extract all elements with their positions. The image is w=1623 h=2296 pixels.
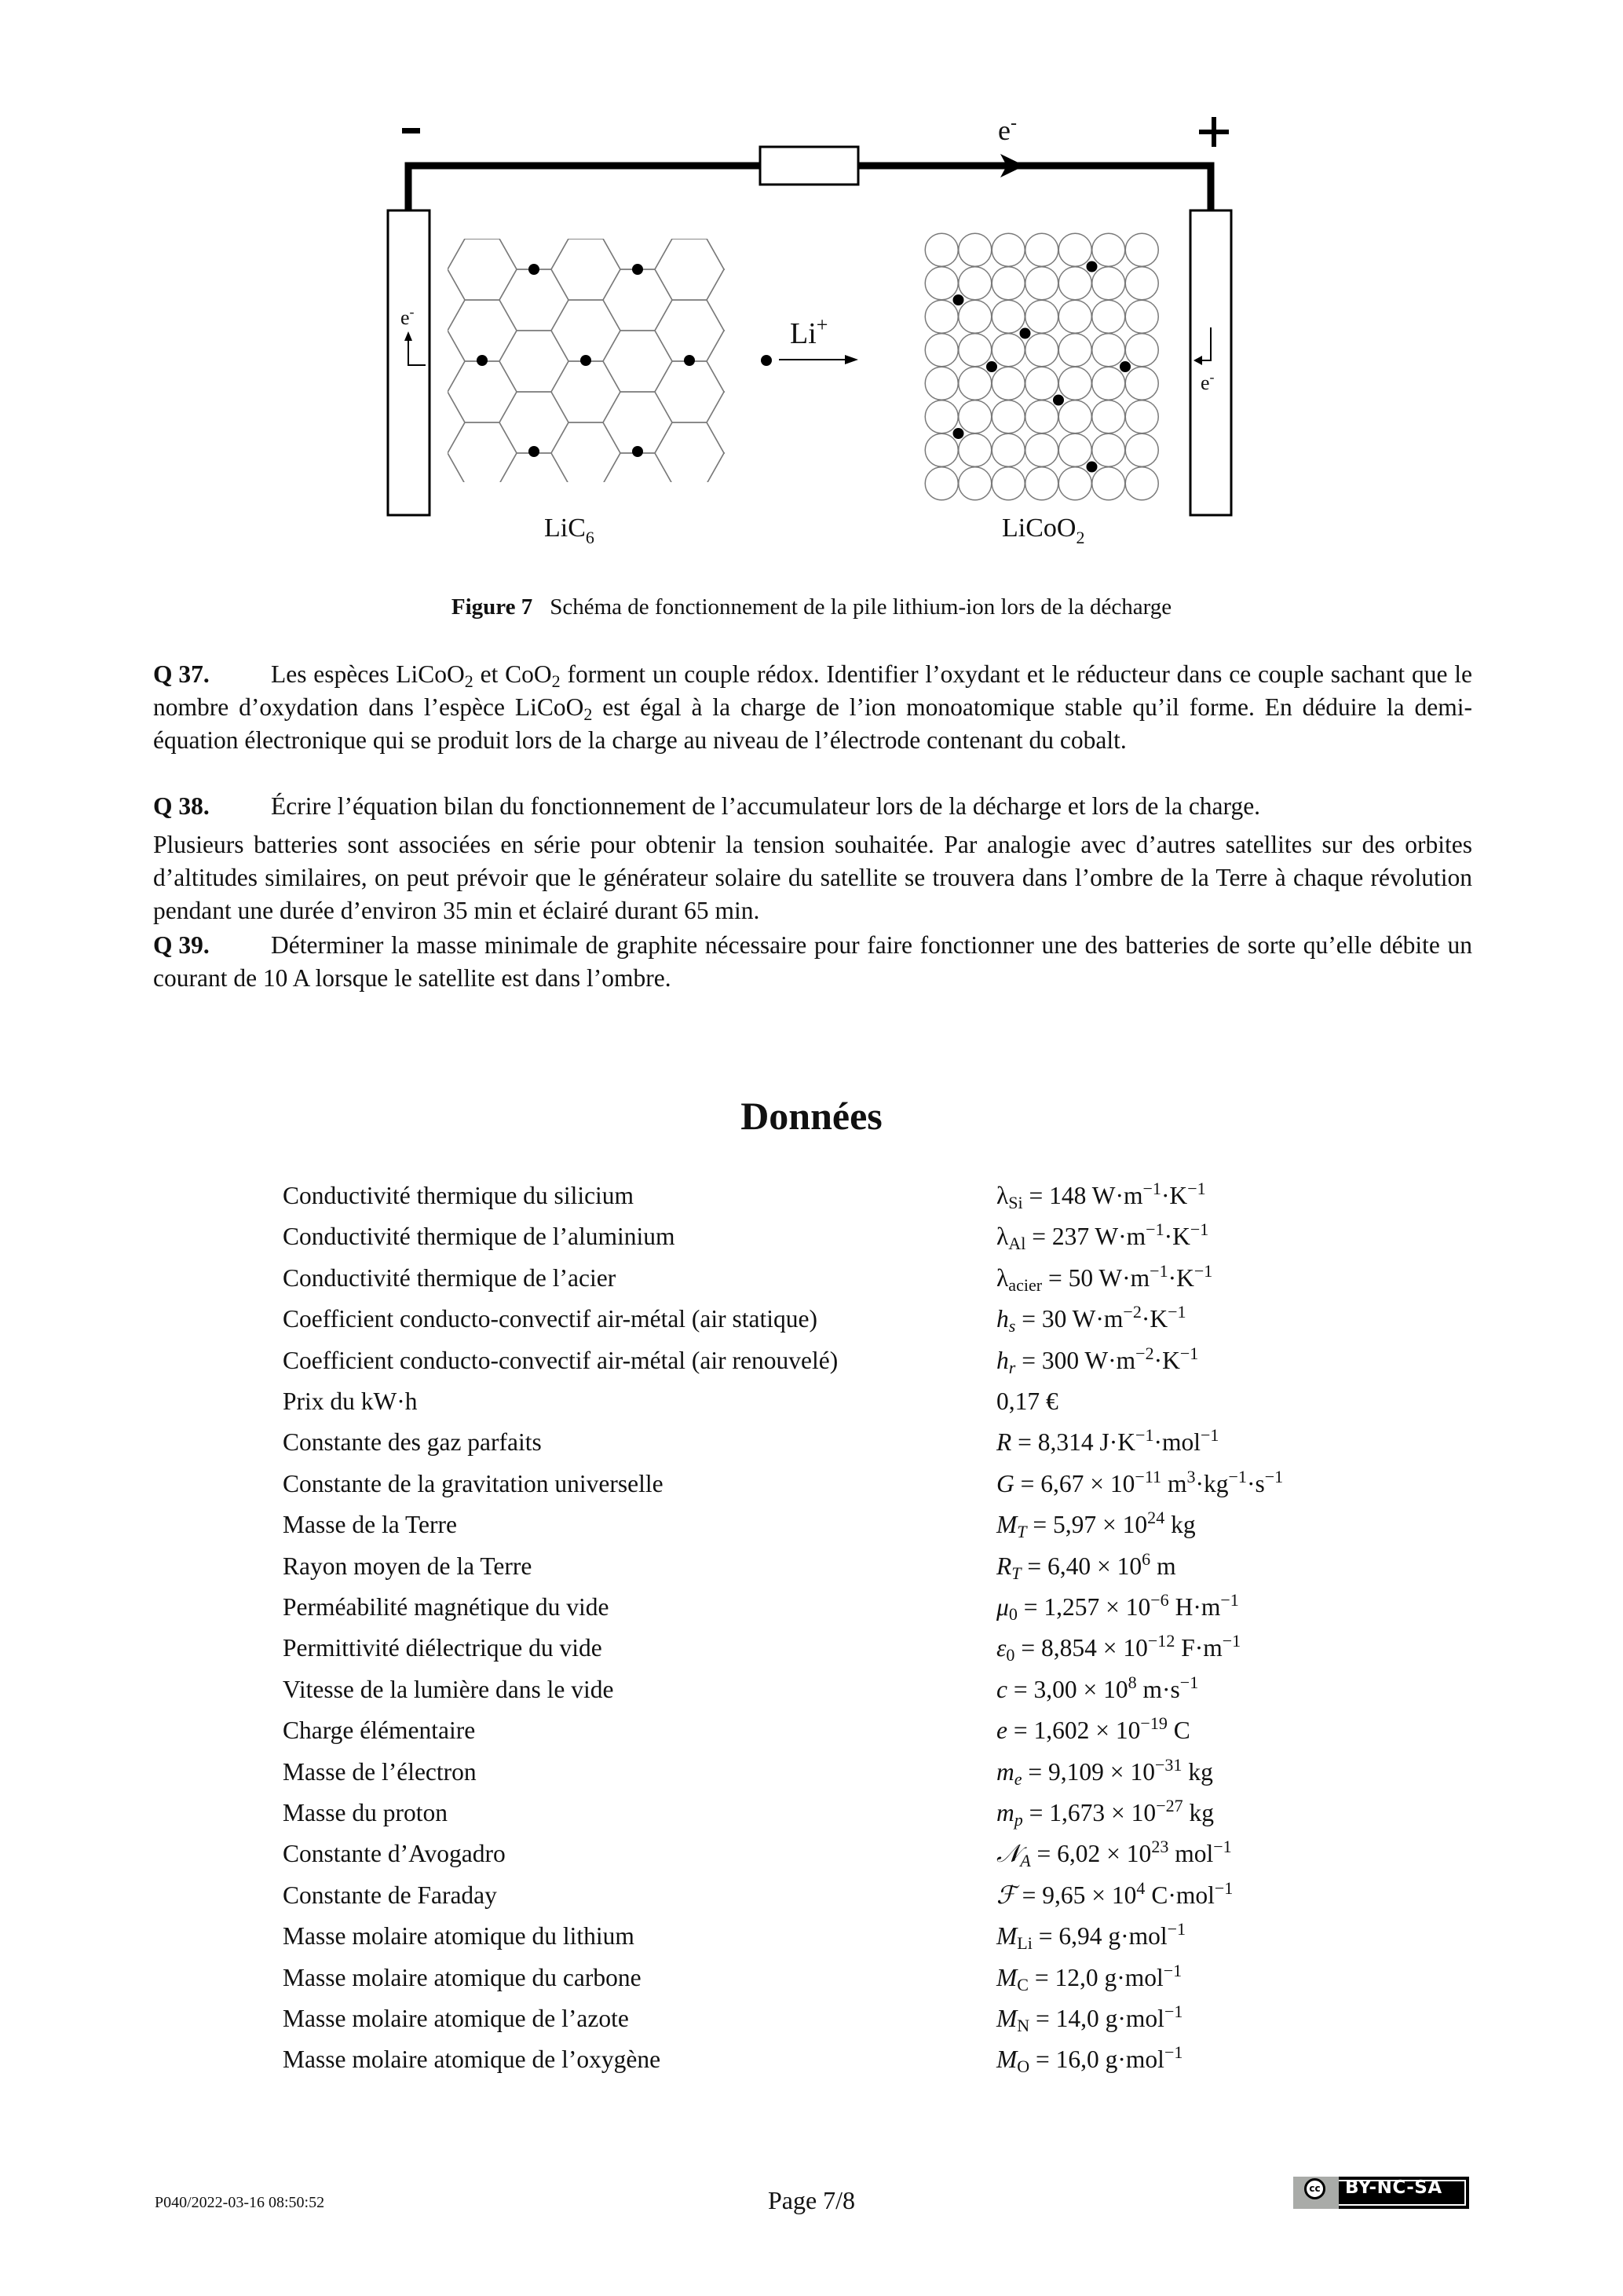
constant-value: $\mu_0 = 1,257 \times 10^{-6}$ $H\cdot m^{-1}$ — [996, 1589, 1239, 1625]
license-label: BY-NC-SA — [1345, 2177, 1442, 2198]
constant-label: Permittivité diélectrique du vide — [283, 1634, 602, 1662]
constant-value: $G = 6,67 \times 10^{-11}$ $m^3\cdot kg^{-1}\cdot s^{-1}$ — [996, 1466, 1284, 1497]
lithium-ion-battery-diagram — [0, 0, 1623, 565]
constant-label: Conductivité thermique du silicium — [283, 1182, 634, 1209]
constant-value: $\lambda_{Si} = 148$ $W\cdot m^{-1}\cdot K^{-1}$ — [996, 1178, 1206, 1213]
intercalated-lithium-dots — [477, 264, 695, 457]
negative-terminal-sign — [402, 128, 420, 133]
license-badge — [1293, 2177, 1469, 2209]
cathode-material-label: LiCoO$_2$ — [1002, 514, 1085, 547]
creative-commons-icon: cc — [1304, 2178, 1325, 2199]
question-39 — [153, 929, 1472, 995]
constant-value: $e = 1,602 \times 10^{-19}$ C — [996, 1713, 1190, 1745]
figure-caption — [0, 594, 1623, 620]
constant-label: Charge élémentaire — [283, 1717, 476, 1745]
question-text: Écrire l’équation bilan du fonctionnement de l’accumulateur lors de la décharge et lors de la charge. — [271, 792, 1261, 820]
anode-electron-label: e- — [400, 304, 415, 329]
document-id: P040/2022-03-16 08:50:52 — [155, 2194, 325, 2211]
constant-label: Masse du proton — [283, 1799, 448, 1826]
constant-value: R = 8,314 $J\cdot K^{-1}\cdot mol^{-1}$ — [996, 1425, 1219, 1457]
constant-value: $M_C = 12,0$ g·mol$^{-1}$ — [996, 1960, 1183, 1994]
constant-value: $M_O = 16,0$ g·mol$^{-1}$ — [996, 2042, 1183, 2077]
constant-label: Perméabilité magnétique du vide — [283, 1593, 609, 1621]
lithium-ion-label: Li+ — [790, 313, 828, 350]
constant-label: Constante des gaz parfaits — [283, 1428, 542, 1457]
anode-material-label: LiC$_6$ — [544, 514, 594, 547]
figure-caption-text: Schéma de fonctionnement de la pile lithium-ion lors de la décharge — [550, 594, 1172, 620]
constant-value: 0,17 € — [996, 1387, 1058, 1415]
constant-value: $\varepsilon_0 = 8,854 \times 10^{-12}$ $F\cdot m^{-1}$ — [996, 1631, 1241, 1665]
positive-terminal-sign — [1199, 117, 1229, 147]
constant-label: Coefficient conducto-convectif air-métal (air statique) — [283, 1305, 817, 1333]
question-text: Déterminer la masse minimale de graphite nécessaire pour faire fonctionner une des batteries de sorte qu’elle débite un courant de 10 A lorsque le satellite est dans l’ombre. — [153, 931, 1472, 992]
question-number: Q 37. — [153, 660, 210, 688]
constant-label: Conductivité thermique de l’acier — [283, 1263, 616, 1292]
constant-value: ℱ = $9,65 \times 10^4$ C·mol$^{-1}$ — [996, 1877, 1234, 1909]
constant-value: $\lambda_{Al} = 237$ $W\cdot m^{-1}\cdot K^{-1}$ — [996, 1219, 1209, 1254]
constant-label: Coefficient conducto-convectif air-métal (air renouvelé) — [283, 1346, 839, 1374]
constant-value: $c = 3,00 \times 10^8$ $m\cdot s^{-1}$ — [996, 1672, 1199, 1703]
resistor-symbol — [760, 147, 858, 185]
constant-label: Masse molaire atomique du carbone — [283, 1963, 642, 1991]
cathode-electron-label: e- — [1201, 369, 1215, 394]
arrowhead-right-icon — [845, 355, 858, 364]
constant-label: Masse de la Terre — [283, 1511, 457, 1539]
constant-label: Prix du kW·h — [283, 1387, 418, 1415]
data-section-title: Données — [740, 1094, 883, 1138]
question-37 — [153, 658, 1472, 757]
constant-label: Masse molaire atomique de l’azote — [283, 2005, 629, 2032]
constant-value: $R_T = 6,40 \times 10^6$ m — [996, 1548, 1176, 1583]
constant-value: $\lambda_{acier} = 50$ $W\cdot m^{-1}\cdot K^{-1}$ — [996, 1260, 1213, 1295]
constant-label: Conductivité thermique de l’aluminium — [283, 1223, 675, 1251]
context-paragraph: Plusieurs batteries sont associées en série pour obtenir la tension souhaitée. Par analogie avec d’autres satellites sur des orbites d’altitudes similaires, on peut prévoir que le générateur solaire du satellite se trouvera dans l’ombre de la Terre à chaque révolution pendant une durée d’environ 35 min et éclairé durant 65 min. — [153, 831, 1472, 924]
constant-label: Constante d’Avogadro — [283, 1840, 506, 1868]
question-number: Q 39. — [153, 931, 210, 959]
constant-value: $m_p = 1,673 \times 10^{-27}$ kg — [996, 1795, 1215, 1830]
constant-value: $M_N = 14,0$ g·mol$^{-1}$ — [996, 2001, 1183, 2036]
constant-label: Rayon moyen de la Terre — [283, 1552, 532, 1580]
figure-number: Figure 7 — [451, 594, 533, 620]
constant-label: Vitesse de la lumière dans le vide — [283, 1675, 614, 1703]
constant-label: Constante de la gravitation universelle — [283, 1469, 663, 1497]
electron-label-top: e- — [998, 113, 1017, 146]
constant-label: Masse molaire atomique de l’oxygène — [283, 2046, 661, 2074]
constant-value: $h_r = 300$ $W\cdot m^{-2}\cdot K^{-1}$ — [996, 1343, 1199, 1377]
question-38 — [153, 790, 1472, 823]
constant-label: Masse molaire atomique du lithium — [283, 1922, 634, 1951]
constant-label: Constante de Faraday — [283, 1881, 497, 1909]
constant-label: Masse de l’électron — [283, 1757, 477, 1786]
constant-value: $h_s = 30$ $W\cdot m^{-2}\cdot K^{-1}$ — [996, 1302, 1186, 1336]
question-number: Q 38. — [153, 792, 210, 820]
cathode-electrode — [1190, 210, 1231, 515]
constant-value: $m_e = 9,109 \times 10^{-31}$ kg — [996, 1754, 1213, 1789]
lithium-ion-dot — [761, 355, 772, 366]
constant-value: 𝒩$_A$ = $6,02 \times 10^{23}$ mol$^{-1}$ — [996, 1837, 1232, 1871]
constant-value: $M_{Li} = 6,94$ g·mol$^{-1}$ — [996, 1919, 1186, 1954]
page-number: Page 7/8 — [767, 2186, 856, 2214]
question-text: Les espèces LiCoO$_2$ et CoO$_2$ forment un couple rédox. Identifier l’oxydant et le réducteur dans ce couple sachant que le nombre d’oxydation dans l’espèce LiCoO$_2$ est égal à la charge de l’ion monoatomique stable qu’il forme. En déduire la demi-équation électronique qui se produit lors de la charge au niveau de l’électrode contenant du cobalt. — [153, 660, 1472, 754]
constant-value: $M_T = 5,97 \times 10^{24}$ kg — [996, 1508, 1196, 1542]
